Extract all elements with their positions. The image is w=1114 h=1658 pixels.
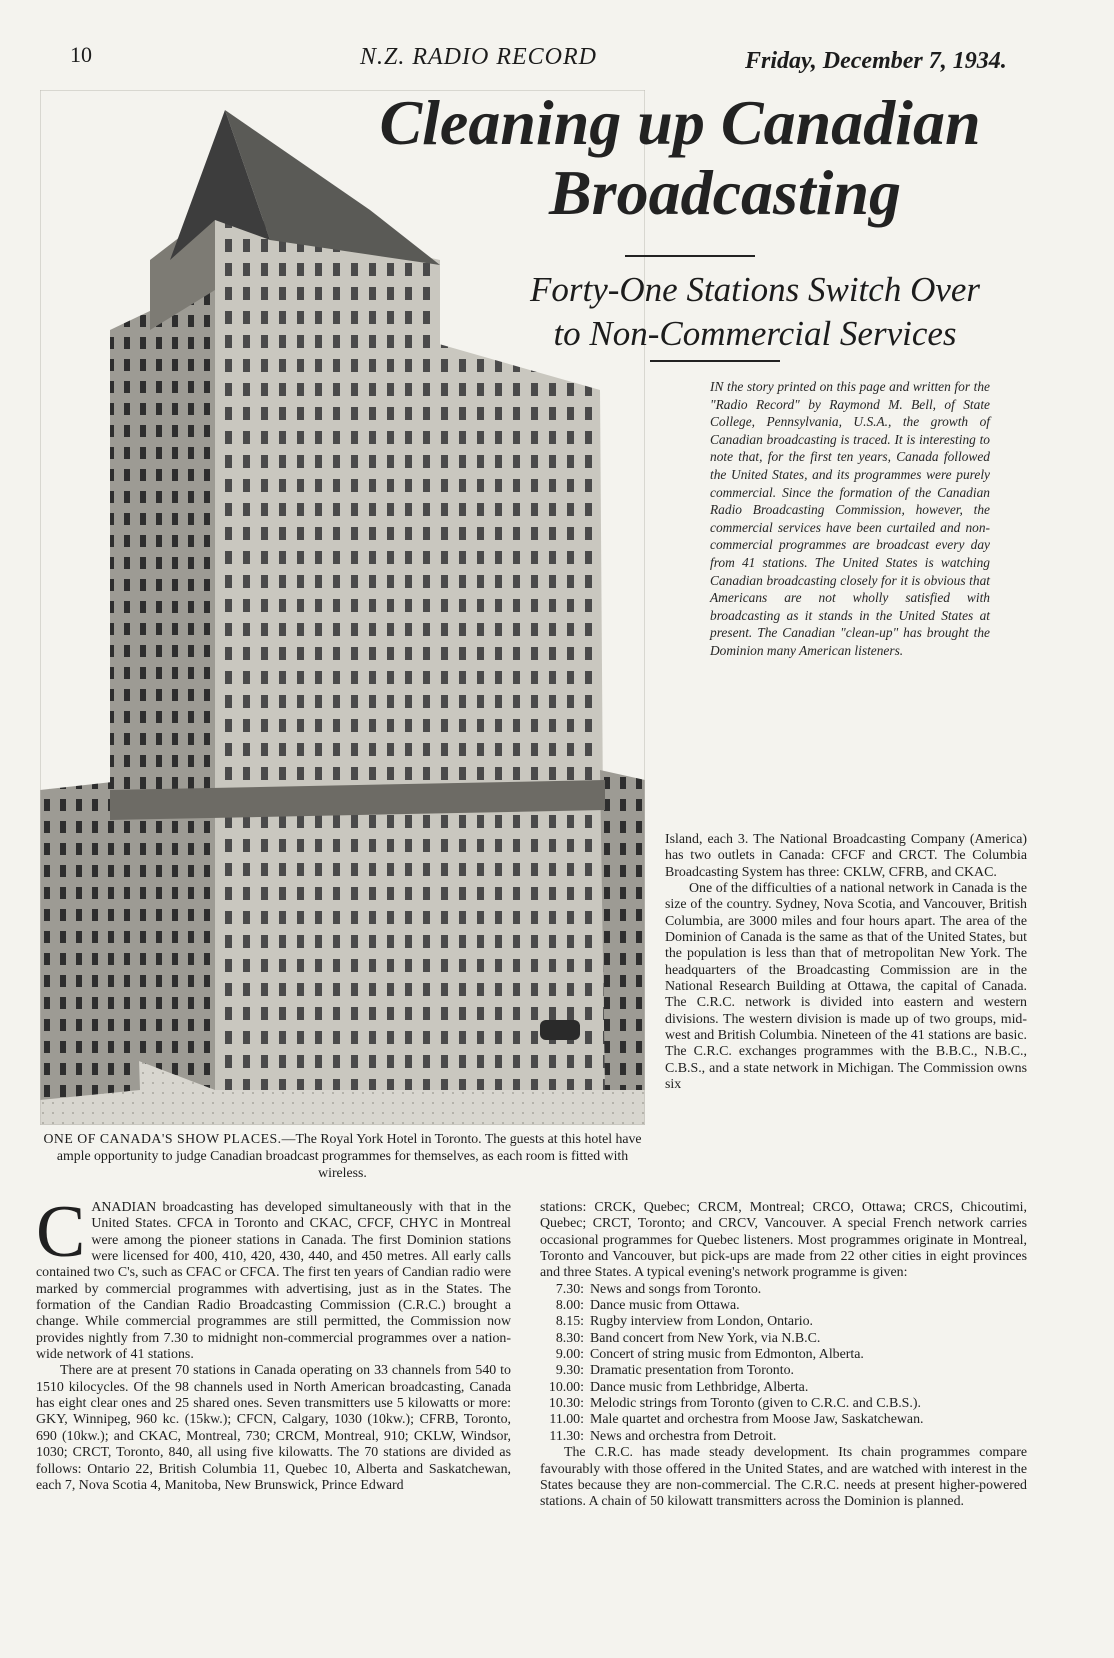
caption-title: ONE OF CANADA'S SHOW PLACES.: [43, 1131, 282, 1146]
schedule-item: [540, 1314, 1027, 1330]
intro-paragraph: IN the story printed on this page and written for the "Radio Record" by Raymond M. Bell, of State College, Pennsylvania, U.S.A., the growth of Canadian broadcasting is traced. It is interesting to note that, for the first ten years, Canada followed the United States, and its programmes were purely commercial. Since the formation of the Canadian Radio Broadcasting Commission, however, the commercial services have been curtailed and non-commercial programmes are broadcast every day from 41 stations. The United States is watching Canadian broadcasting closely for it is obvious that Americans are not wholly satisfied with broadcasting as it stands in the United States at present. The Canadian "clean-up" has brought the Dominion many American listeners.: [710, 379, 990, 658]
schedule-time: 8.00:: [555, 1298, 584, 1314]
schedule-item: [540, 1331, 1027, 1347]
body-paragraph: ANADIAN broadcasting has developed simultaneously with that in the United States. CFCA in Toronto and CKAC, CFCF, CHYC in Montreal were among the pioneer stations in Canada. The first Dominion stations were licensed for 400, 410, 420, 430, 440, and 450 metres. All early calls contained two C's, such as CFAC or CFCA. The first ten years of Candian radio were marked by commercial programmes with advertising, just as in the States. The formation of the Candian Radio Broadcasting Commission (C.R.C.) brought a change. While commercial programmes are still permitted, the Commission now provides nightly from 7.30 to midnight non-commercial programmes over a nation-wide network of 41 stations.: [36, 1200, 511, 1363]
lower-right-column: [540, 1200, 1027, 1511]
schedule-item: [540, 1429, 1027, 1445]
subheadline: [455, 268, 1055, 356]
schedule-time: 9.30:: [555, 1363, 584, 1379]
body-paragraph: Island, each 3. The National Broadcasting Company (America) has two outlets in Canada: CFCF and CRCT. The Columbia Broadcasting System has three: CKLW, CFRB, and CKAC.: [665, 832, 1027, 880]
headline-line-1: Cleaning up Canadian: [379, 87, 981, 158]
royal-york-hotel-illustration: [40, 90, 645, 1125]
subheadline-rule: [650, 360, 780, 362]
schedule-time: 8.30:: [555, 1330, 584, 1346]
subheadline-line-1: Forty-One Stations Switch Over: [529, 270, 981, 309]
hotel-photo: [40, 90, 645, 1125]
schedule-time: 11.00:: [549, 1412, 584, 1428]
programme-schedule: [540, 1282, 1027, 1445]
headline-rule: [625, 255, 755, 257]
schedule-programme: Rugby interview from London, Ontario.: [590, 1314, 813, 1330]
schedule-time: 10.30:: [548, 1396, 584, 1412]
subheadline-line-2: to Non-Commercial Services: [553, 314, 957, 353]
body-paragraph: The C.R.C. has made steady development. Its chain programmes compare favourably with those offered in the United States, and are watched with interest in the States because they are non-commercial. The C.R.C. needs at present higher-powered stations. A chain of 50 kilowatt transmitters across the Dominion is planned.: [540, 1445, 1027, 1510]
schedule-time: 9.00:: [555, 1347, 584, 1363]
schedule-item: [540, 1347, 1027, 1363]
schedule-time: 10.00:: [548, 1379, 584, 1395]
schedule-time: 11.30:: [549, 1428, 584, 1444]
schedule-programme: Band concert from New York, via N.B.C.: [590, 1330, 821, 1346]
body-paragraph: There are at present 70 stations in Canada operating on 33 channels from 540 to 1510 kilocycles. Of the 98 channels used in North American broadcasting, Canada has eight clear ones and 25 shared ones. Seven transmitters use 5 kilowatts or more: GKY, Winnipeg, 960 kc. (15kw.); CFCN, Calgary, 1030 (10kw.); CFRB, Toronto, 690 (10kw.); and CKAC, Montreal, 730; CRCM, Montreal, 910; CKLW, Windsor, 1030; CRCT, Toronto, 840, all using five kilowatts. The 70 stations are divided as follows: Ontario 22, British Columbia 11, Quebec 10, Alberta and Saskatchewan, each 7, Nova Scotia 4, Manitoba, New Brunswick, Prince Edward: [36, 1363, 511, 1493]
schedule-item: [540, 1298, 1027, 1314]
schedule-programme: News and orchestra from Detroit.: [590, 1428, 777, 1444]
schedule-item: [540, 1412, 1027, 1428]
publication-name: N.Z. RADIO RECORD: [360, 44, 597, 70]
schedule-item: [540, 1363, 1027, 1379]
schedule-programme: Concert of string music from Edmonton, Alberta.: [590, 1347, 864, 1363]
photo-caption: [40, 1130, 645, 1181]
schedule-time: 8.15:: [555, 1314, 584, 1330]
lower-left-column: [36, 1191, 511, 1494]
schedule-item: [540, 1396, 1027, 1412]
schedule-programme: Male quartet and orchestra from Moose Jaw, Saskatchewan.: [590, 1412, 924, 1428]
schedule-time: 7.30:: [555, 1281, 584, 1297]
right-column: [665, 832, 1027, 1094]
body-paragraph: stations: CRCK, Quebec; CRCM, Montreal; CRCO, Ottawa; CRCS, Chicoutimi, Quebec; CRCT, Toronto; and CRCV, Vancouver. A special French network carries occasional programmes for Quebec listeners. Most programmes originate in Montreal, Toronto and Vancouver, but pick-ups are made from 22 other cities in eight provinces and three States. A typical evening's network programme is given:: [540, 1200, 1027, 1281]
schedule-programme: Dance music from Lethbridge, Alberta.: [590, 1379, 809, 1395]
schedule-programme: Dance music from Ottawa.: [590, 1298, 740, 1314]
schedule-item: [540, 1282, 1027, 1298]
caption-text: —The Royal York Hotel in Toronto. The guests at this hotel have ample opportunity to judge Canadian broadcast programmes for themselves, as each room is fitted with wireless.: [56, 1131, 642, 1180]
drop-cap: C: [36, 1191, 86, 1273]
body-paragraph: One of the difficulties of a national network in Canada is the size of the country. Sydney, Nova Scotia, and Vancouver, British Columbia, are 3000 miles and four hours apart. The area of the Dominion of Canada is the same as that of the United States, but the population is less than that of metropolitan New York. The headquarters of the Broadcasting Commission are in the National Research Building at Ottawa, the capital of Canada. The C.R.C. network is divided into eastern and western divisions. The western division is made up of two groups, mid-west and British Columbia. Nineteen of the 41 stations are basic. The C.R.C. exchanges programmes with the B.B.C., N.B.C., C.B.S., and a state network in Michigan. The Commission owns six: [665, 881, 1027, 1093]
page-header: [0, 42, 1114, 82]
issue-date: Friday, December 7, 1934.: [745, 48, 1007, 74]
headline-line-2: Broadcasting: [548, 157, 902, 228]
schedule-item: [540, 1380, 1027, 1396]
headline: [300, 88, 1060, 228]
schedule-programme: Melodic strings from Toronto (given to C.R.C. and C.B.S.).: [590, 1396, 921, 1412]
schedule-programme: News and songs from Toronto.: [590, 1281, 762, 1297]
page-number: 10: [70, 42, 92, 67]
schedule-programme: Dramatic presentation from Toronto.: [590, 1363, 794, 1379]
